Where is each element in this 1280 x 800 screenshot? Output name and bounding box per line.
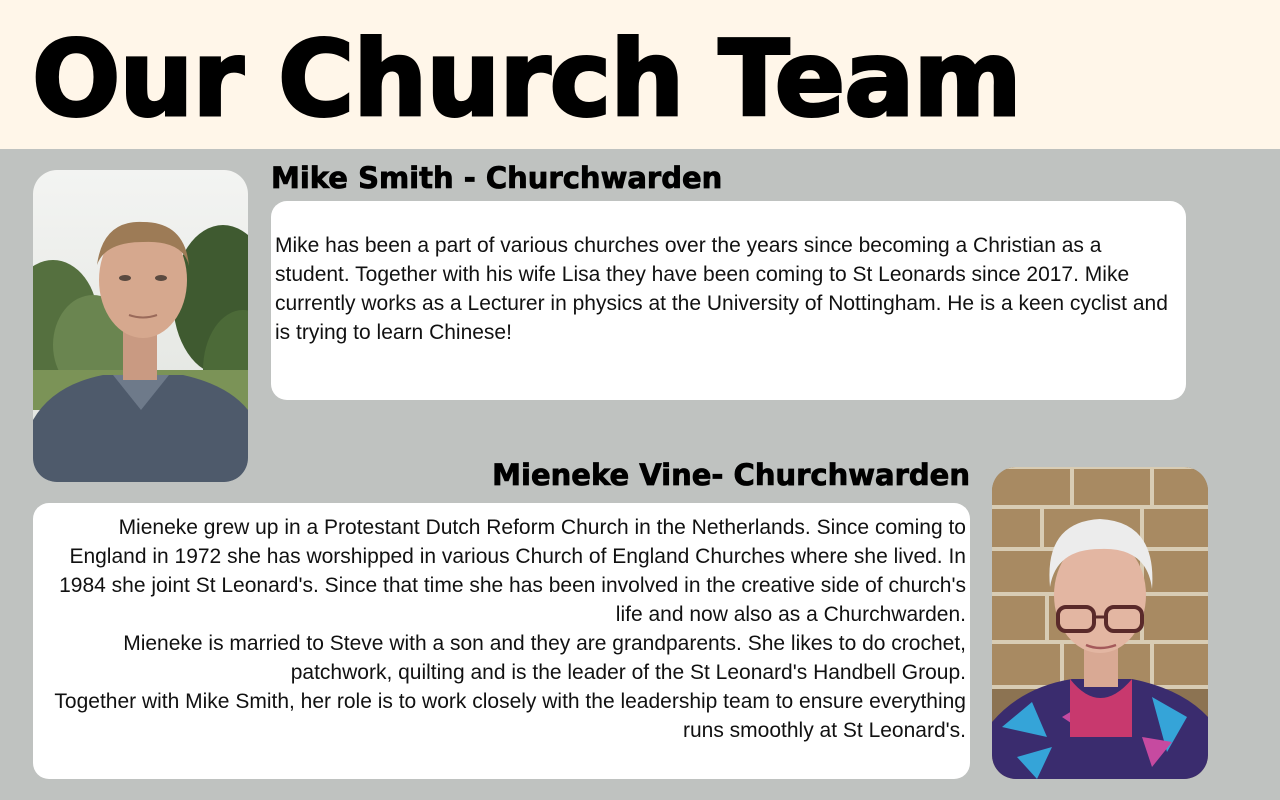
mieneke-vine-photo [992, 467, 1208, 779]
mieneke-vine-bio-paragraph-3: Together with Mike Smith, her role is to work closely with the leadership team to ensure everything runs smoothly at St Leonard's. [54, 690, 966, 742]
mike-smith-photo [33, 170, 248, 482]
mike-smith-bio-text: Mike has been a part of various churches over the years since becoming a Christian as a student. Together with his wife Lisa they have been coming to St Leonards since 2017. Mike currently works as a Lecturer in physics at the University of Nottingham. He is a keen cyclist and is trying to learn Chinese! [275, 234, 1168, 344]
mieneke-vine-bio-box [33, 503, 970, 779]
mieneke-vine-bio-paragraph-2: Mieneke is married to Steve with a son and they are grandparents. She likes to do crochet, patchwork, quilting and is the leader of the St Leonard's Handbell Group. [123, 632, 966, 684]
mike-smith-bio-box [271, 201, 1186, 400]
person-photo-icon [992, 467, 1208, 779]
mike-smith-name: Mike Smith - Churchwarden [271, 161, 723, 195]
page-title: Our Church Team [32, 18, 1021, 140]
mieneke-vine-bio-paragraph-1: Mieneke grew up in a Protestant Dutch Reform Church in the Netherlands. Since coming to England in 1972 she has worshipped in various Church of England Churches where she lived. In 1984 she joint St Leonard's. Since that time she has been involved in the creative side of church's life and now also as a Churchwarden. [59, 516, 966, 626]
header-banner [0, 0, 1280, 149]
person-photo-icon [33, 170, 248, 482]
mieneke-vine-name: Mieneke Vine- Churchwarden [492, 458, 970, 492]
